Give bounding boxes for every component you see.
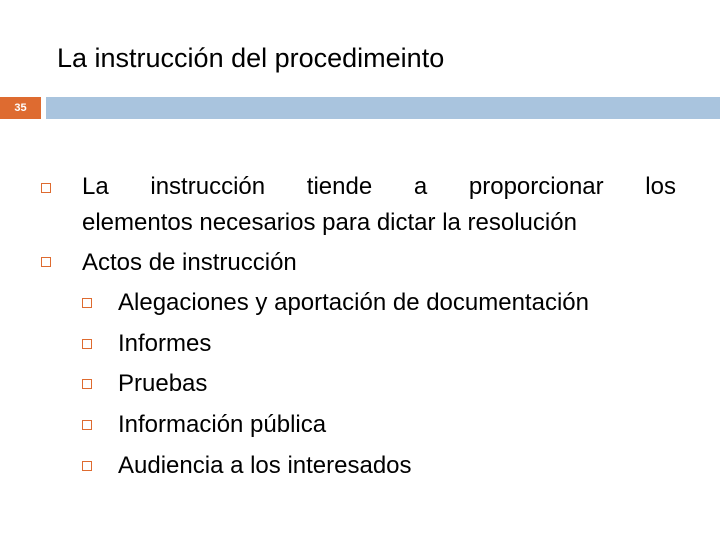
sub-bullet-item-3 xyxy=(82,363,682,404)
bullet-item-1 xyxy=(41,168,681,248)
square-bullet-icon xyxy=(41,183,51,193)
slide-number: 35 xyxy=(14,102,27,114)
square-bullet-icon xyxy=(82,339,92,349)
sub-bullet-text: Pruebas xyxy=(118,370,208,397)
bullet-2-text: Actos de instrucción xyxy=(82,249,297,276)
bullet-1-line-2: elementos necesarios para dictar la resolución xyxy=(82,209,577,236)
bullet-item-2 xyxy=(41,242,681,283)
sub-bullet-item-4 xyxy=(82,404,682,445)
sub-bullet-text: Audiencia a los interesados xyxy=(118,452,412,479)
sub-bullet-item-2 xyxy=(82,323,682,364)
sub-bullet-text: Información pública xyxy=(118,411,327,438)
square-bullet-icon xyxy=(82,298,92,308)
slide-title: La instrucción del procedimeinto xyxy=(57,43,445,73)
square-bullet-icon xyxy=(82,461,92,471)
sub-bullet-item-1 xyxy=(82,282,682,323)
square-bullet-icon xyxy=(82,379,92,389)
bullet-1-line-1: La instrucción tiende a proporcionar los xyxy=(82,173,676,200)
sub-bullet-text: Alegaciones y aportación de documentación xyxy=(118,289,589,316)
square-bullet-icon xyxy=(41,257,51,267)
sub-bullet-item-5 xyxy=(82,445,682,486)
sub-bullet-text: Informes xyxy=(118,330,212,357)
square-bullet-icon xyxy=(82,420,92,430)
